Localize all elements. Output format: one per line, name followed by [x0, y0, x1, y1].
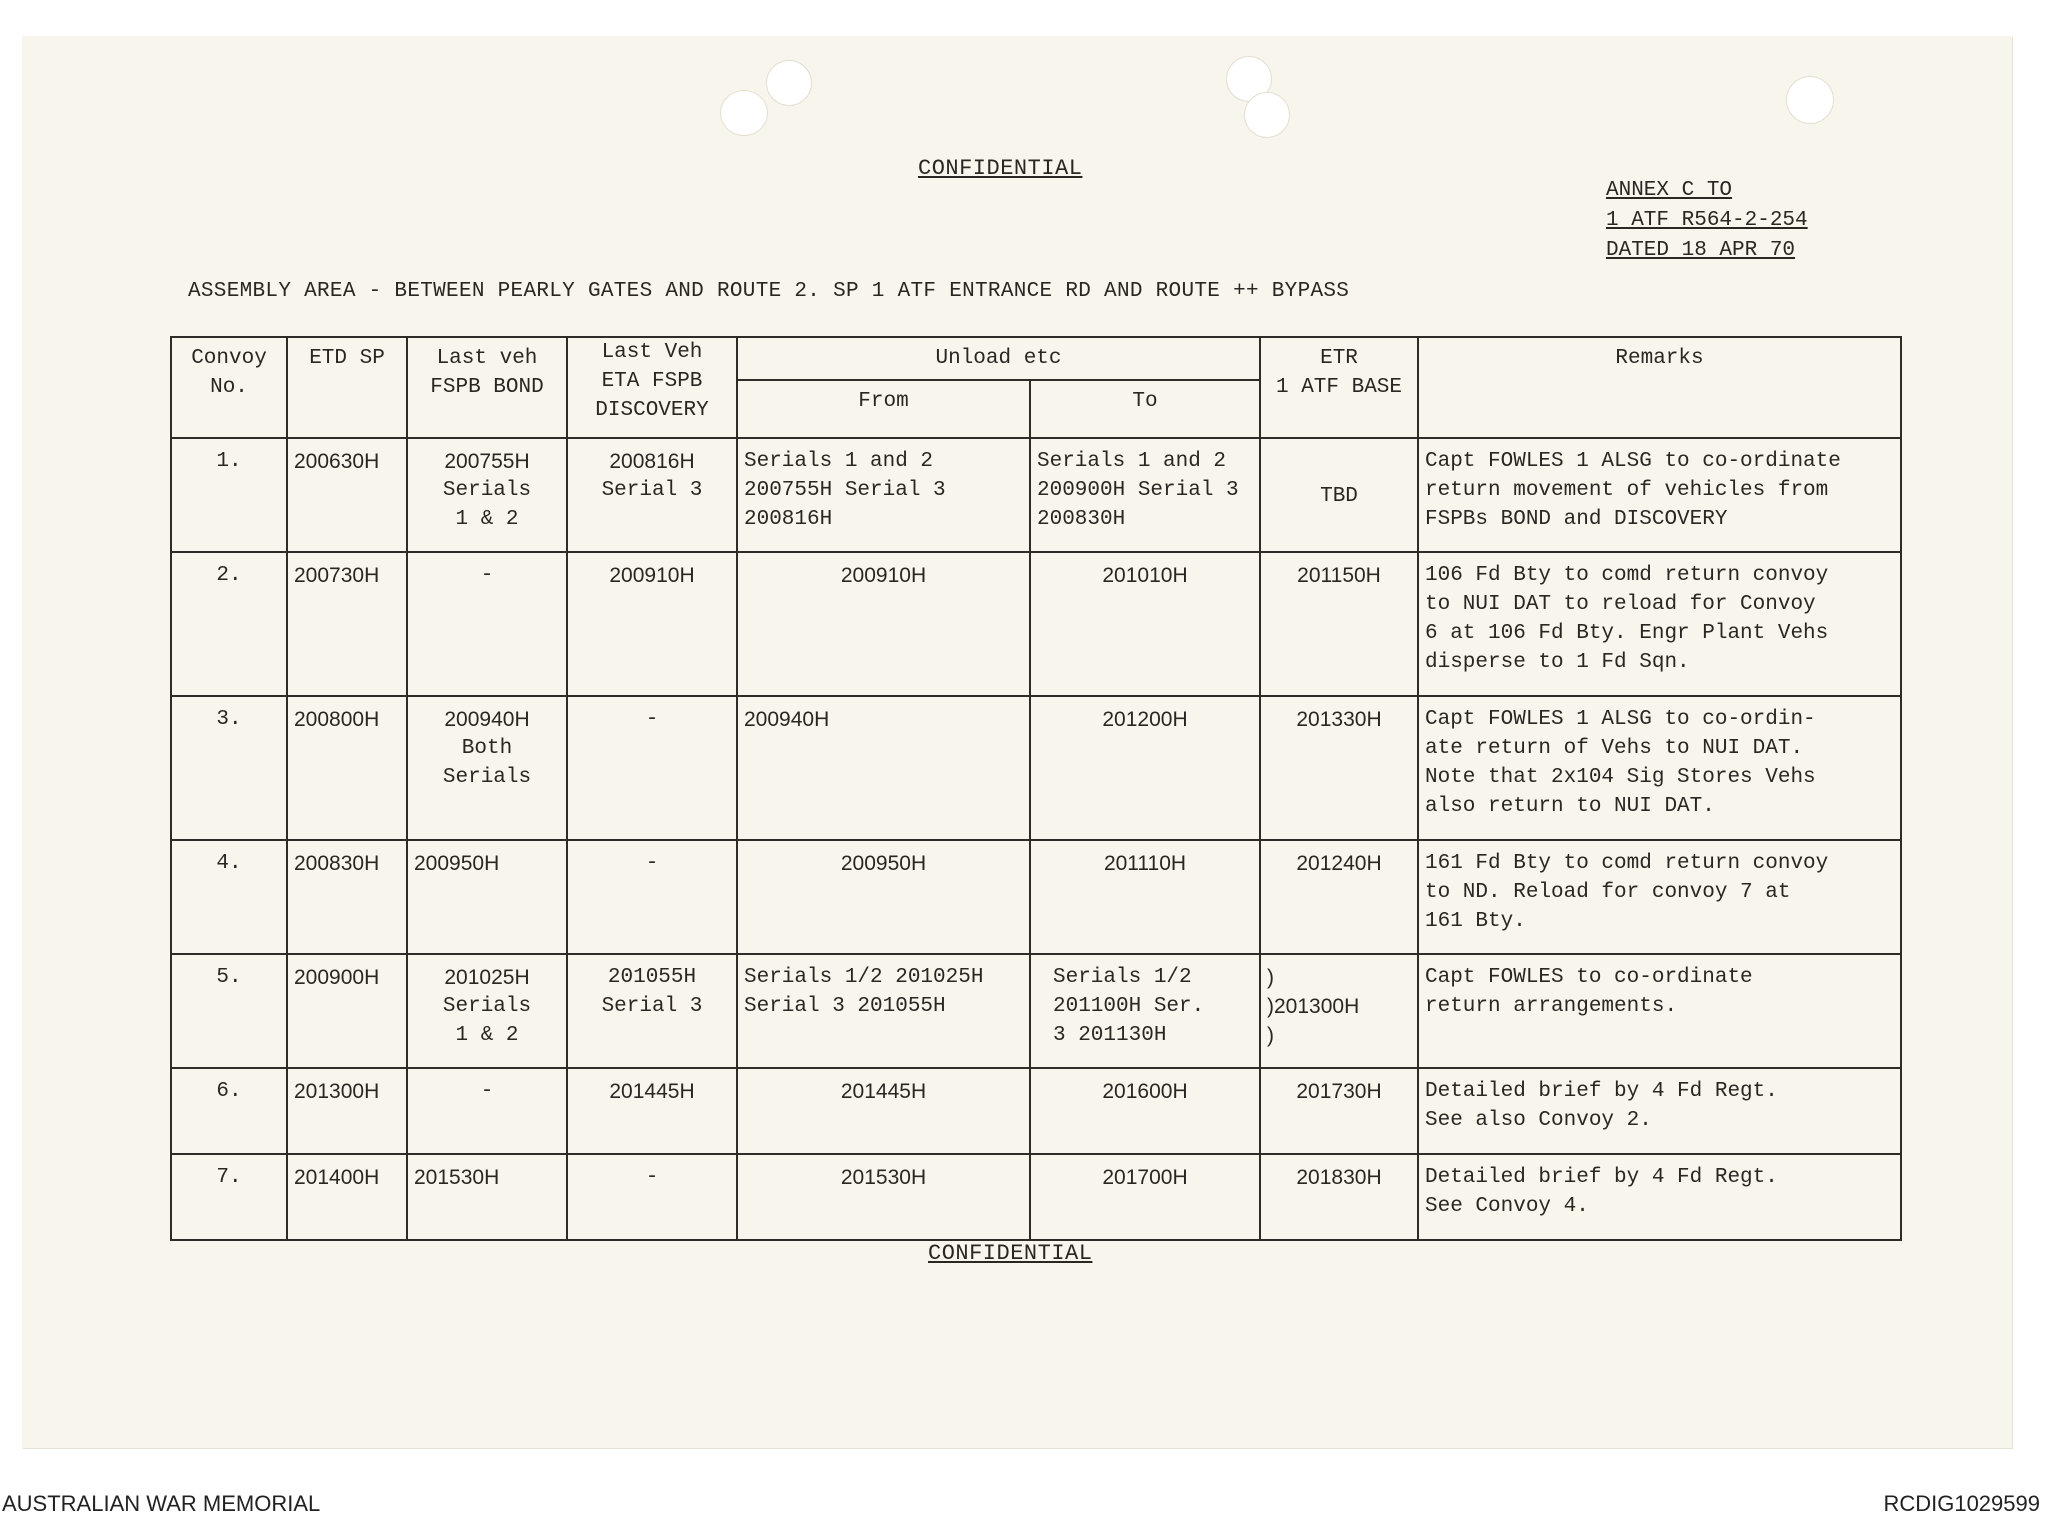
cell-line: 201445H	[609, 1080, 695, 1103]
cell-line: 200940H	[444, 708, 530, 731]
cell-etr	[1260, 438, 1418, 552]
cell-line: Detailed brief by 4 Fd Regt.	[1425, 1080, 1778, 1103]
cell-line: )201300H	[1267, 995, 1360, 1018]
cell-line: return arrangements.	[1425, 995, 1678, 1018]
cell-line: 201700H	[1102, 1166, 1188, 1189]
cell-etr	[1260, 552, 1418, 696]
header-to: To	[1030, 380, 1260, 438]
cell-line: -	[645, 708, 659, 731]
cell-line: 161 Bty.	[1425, 910, 1526, 933]
cell-from	[737, 552, 1030, 696]
cell-discovery	[567, 1154, 737, 1240]
cell-line: Serial 3	[601, 995, 703, 1018]
table-header-row	[171, 337, 1901, 380]
table-row	[171, 552, 1901, 696]
cell-bond	[407, 696, 567, 840]
annex-line: 1 ATF R564-2-254	[1606, 209, 1808, 232]
header-last-veh-eta	[567, 337, 737, 438]
cell-line: -	[480, 1080, 494, 1103]
cell-line: 106 Fd Bty to comd return convoy	[1425, 564, 1829, 587]
cell-bond	[407, 954, 567, 1068]
header-unload: Unload etc	[737, 337, 1260, 380]
cell-remarks	[1418, 840, 1901, 954]
cell-discovery	[567, 1068, 737, 1154]
header-etr	[1260, 337, 1418, 438]
cell-line: Capt FOWLES to co-ordinate	[1425, 966, 1753, 989]
cell-line: 200816H	[744, 508, 833, 531]
header-etd-sp: ETD SP	[287, 337, 407, 438]
cell-line: 201200H	[1102, 708, 1188, 731]
cell-bond	[407, 552, 567, 696]
cell-etr	[1260, 840, 1418, 954]
header-line: Convoy	[191, 347, 267, 370]
cell-line: 1 & 2	[455, 1024, 519, 1047]
cell-line: )	[1267, 1024, 1274, 1047]
cell-etd: 200900H	[287, 954, 407, 1068]
cell-line: ate return of Vehs to NUI DAT.	[1425, 737, 1804, 760]
table-row	[171, 438, 1901, 552]
cell-line: 200830H	[1037, 508, 1126, 531]
cell-to	[1030, 438, 1260, 552]
cell-from	[737, 1068, 1030, 1154]
cell-line: 201445H	[840, 1080, 927, 1103]
cell-line: 201530H	[840, 1166, 927, 1189]
header-line: DISCOVERY	[595, 399, 709, 422]
cell-line: Serials	[442, 479, 532, 502]
cell-from	[737, 954, 1030, 1068]
cell-line: also return to NUI DAT.	[1425, 795, 1715, 818]
cell-from	[737, 840, 1030, 954]
cell-line: Serial 3 201055H	[744, 995, 946, 1018]
cell-convoy-no: 4.	[171, 840, 287, 954]
punch-hole	[1786, 76, 1834, 124]
header-remarks: Remarks	[1418, 337, 1901, 438]
confidential-bottom: CONFIDENTIAL	[928, 1241, 1093, 1266]
header-line: No.	[210, 376, 248, 399]
cell-to	[1030, 1154, 1260, 1240]
cell-line: 200910H	[609, 564, 695, 587]
cell-etr	[1260, 954, 1418, 1068]
cell-convoy-no: 3.	[171, 696, 287, 840]
cell-etd: 200630H	[287, 438, 407, 552]
cell-convoy-no: 6.	[171, 1068, 287, 1154]
cell-from	[737, 438, 1030, 552]
cell-remarks	[1418, 438, 1901, 552]
cell-line: Capt FOWLES 1 ALSG to co-ordinate	[1425, 450, 1841, 473]
table-row	[171, 696, 1901, 840]
cell-line: 201150H	[1297, 564, 1381, 587]
cell-line: 3 201130H	[1053, 1024, 1167, 1047]
cell-line: 161 Fd Bty to comd return convoy	[1425, 852, 1829, 875]
cell-bond	[407, 1154, 567, 1240]
cell-line: 200900H Serial 3	[1037, 479, 1239, 502]
cell-from	[737, 696, 1030, 840]
cell-discovery	[567, 954, 737, 1068]
cell-to	[1030, 1068, 1260, 1154]
cell-line: Detailed brief by 4 Fd Regt.	[1425, 1166, 1778, 1189]
cell-line: 201055H	[607, 966, 697, 989]
cell-line: 201010H	[1102, 564, 1188, 587]
cell-line: 201330H	[1296, 708, 1382, 731]
cell-line: 200950H	[414, 852, 500, 875]
cell-etr	[1260, 1154, 1418, 1240]
header-convoy-no	[171, 337, 287, 438]
header-line: FSPB BOND	[430, 376, 544, 399]
header-line: 1 ATF BASE	[1275, 376, 1403, 399]
cell-etd: 200800H	[287, 696, 407, 840]
cell-line: Serials	[442, 995, 532, 1018]
cell-line: 201025H	[444, 966, 530, 989]
cell-etd: 200830H	[287, 840, 407, 954]
cell-line: 200950H	[840, 852, 927, 875]
cell-discovery	[567, 840, 737, 954]
punch-hole	[720, 90, 768, 136]
cell-to	[1030, 840, 1260, 954]
cell-from	[737, 1154, 1030, 1240]
table-row	[171, 840, 1901, 954]
cell-line: Serials 1/2 201025H	[744, 966, 984, 989]
header-line: Last Veh	[601, 341, 703, 364]
cell-etd: 200730H	[287, 552, 407, 696]
cell-discovery	[567, 438, 737, 552]
cell-remarks	[1418, 1068, 1901, 1154]
cell-discovery	[567, 696, 737, 840]
cell-line: 201530H	[414, 1166, 500, 1189]
header-last-veh-fspb-bond	[407, 337, 567, 438]
cell-line: -	[645, 852, 659, 875]
cell-line: 201600H	[1102, 1080, 1188, 1103]
footer-right: RCDIG1029599	[1883, 1491, 2040, 1516]
cell-line: Capt FOWLES 1 ALSG to co-ordin-	[1425, 708, 1816, 731]
header-line: ETR	[1320, 347, 1358, 370]
cell-line: Serials 1 and 2	[1037, 450, 1227, 473]
confidential-top: CONFIDENTIAL	[918, 156, 1083, 181]
cell-convoy-no: 7.	[171, 1154, 287, 1240]
annex-line: ANNEX C TO	[1606, 179, 1733, 202]
cell-line: 200755H	[444, 450, 530, 473]
cell-line: 1 & 2	[455, 508, 519, 531]
cell-line: 200816H	[609, 450, 695, 473]
punch-hole	[766, 60, 812, 106]
document-heading: ASSEMBLY AREA - BETWEEN PEARLY GATES AND ROUTE 2. SP 1 ATF ENTRANCE RD AND ROUTE ++ BYPASS	[188, 280, 1350, 303]
cell-remarks	[1418, 954, 1901, 1068]
cell-line: 201240H	[1296, 852, 1382, 875]
cell-bond	[407, 840, 567, 954]
cell-line: -	[645, 1166, 659, 1189]
cell-remarks	[1418, 696, 1901, 840]
cell-line: Serials 1 and 2	[744, 450, 934, 473]
cell-line: Both	[461, 737, 513, 760]
cell-remarks	[1418, 552, 1901, 696]
table-row	[171, 1154, 1901, 1240]
cell-line: 201100H Ser.	[1053, 995, 1205, 1018]
cell-discovery	[567, 552, 737, 696]
cell-line: TBD	[1320, 484, 1358, 508]
punch-hole	[1244, 92, 1290, 138]
cell-line: Serials 1/2	[1053, 966, 1192, 989]
cell-line: 6 at 106 Fd Bty. Engr Plant Vehs	[1425, 622, 1829, 645]
cell-line: 200755H Serial 3	[744, 479, 946, 502]
cell-to	[1030, 696, 1260, 840]
cell-line: 200910H	[840, 564, 927, 587]
cell-line: Note that 2x104 Sig Stores Vehs	[1425, 766, 1816, 789]
cell-convoy-no: 5.	[171, 954, 287, 1068]
cell-line: 200940H	[744, 708, 830, 731]
cell-to	[1030, 552, 1260, 696]
cell-remarks	[1418, 1154, 1901, 1240]
cell-etr	[1260, 1068, 1418, 1154]
cell-line: See Convoy 4.	[1425, 1195, 1589, 1218]
cell-line: )	[1267, 966, 1274, 989]
cell-etd: 201400H	[287, 1154, 407, 1240]
header-line: Last veh	[436, 347, 538, 370]
header-from: From	[737, 380, 1030, 438]
cell-line: 201730H	[1296, 1080, 1382, 1103]
cell-bond	[407, 1068, 567, 1154]
cell-convoy-no: 2.	[171, 552, 287, 696]
table-row	[171, 954, 1901, 1068]
cell-convoy-no: 1.	[171, 438, 287, 552]
cell-line: FSPBs BOND and DISCOVERY	[1425, 508, 1728, 531]
cell-line: disperse to 1 Fd Sqn.	[1425, 651, 1690, 674]
annex-line: DATED 18 APR 70	[1606, 239, 1796, 262]
cell-line: See also Convoy 2.	[1425, 1109, 1652, 1132]
cell-etr	[1260, 696, 1418, 840]
cell-etd: 201300H	[287, 1068, 407, 1154]
annex-reference	[1606, 176, 1808, 266]
convoy-table	[170, 336, 1902, 1241]
table-row	[171, 1068, 1901, 1154]
cell-to	[1030, 954, 1260, 1068]
header-line: ETA FSPB	[601, 370, 703, 393]
cell-line: return movement of vehicles from	[1425, 479, 1829, 502]
footer-left: AUSTRALIAN WAR MEMORIAL	[2, 1491, 321, 1516]
cell-line: -	[480, 564, 494, 587]
cell-line: 201830H	[1296, 1166, 1382, 1189]
cell-bond	[407, 438, 567, 552]
cell-line: 201110H	[1103, 852, 1187, 875]
cell-line: to ND. Reload for convoy 7 at	[1425, 881, 1791, 904]
cell-line: Serials	[442, 766, 532, 789]
cell-line: Serial 3	[601, 479, 703, 502]
cell-line: to NUI DAT to reload for Convoy	[1425, 593, 1816, 616]
